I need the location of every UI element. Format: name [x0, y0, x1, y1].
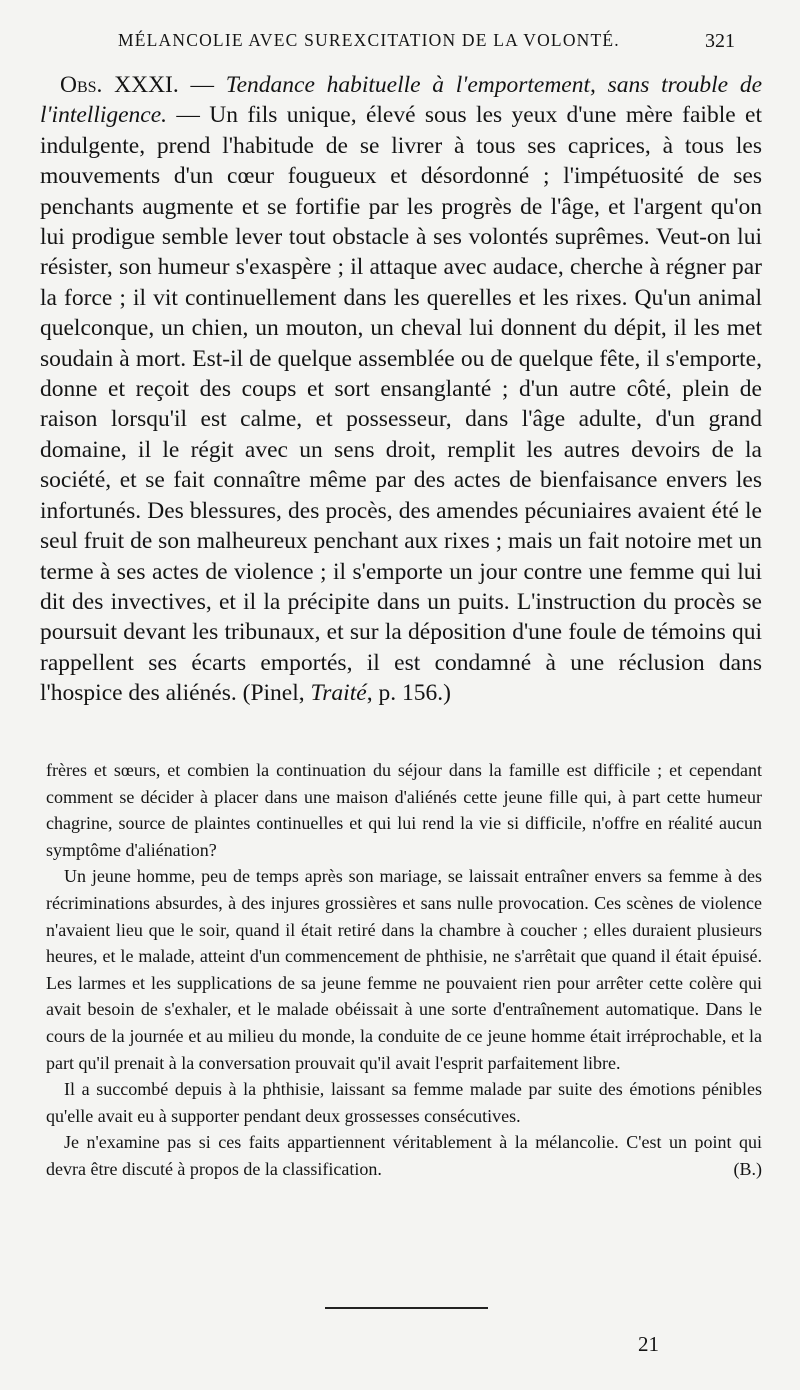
page-number: 321: [705, 30, 735, 52]
separator-rule: [325, 1307, 488, 1309]
final-note-text: Je n'examine pas si ces faits appartiennent véritablement à la mélancolie. C'est un point qui devra être discuté à propos de la classification.: [46, 1132, 762, 1179]
observation-paragraph: [40, 70, 762, 709]
note-signature: (B.): [733, 1158, 762, 1179]
note-paragraph-4: [46, 1129, 762, 1182]
observation-dash: —: [178, 72, 226, 98]
observation-title: Tendance habituelle à l'emportement, sans trouble de l'intelligence.: [40, 72, 763, 129]
observation-text-1: — Un fils unique, élevé sous les yeux d'une mère faible et indulgente, prend l'habitude de se livrer à tous ses caprices, à tous les mouvements d'un cœur fougueux et désordonné ; l'impétuosité de ses penchants augmente et se fortifie par les progrès de l'âge, et l'argent qu'on lui prodigue semble lever tout obstacle à ses volontés suprêmes. Veut-on lui résister, son humeur s'exaspère ; il attaque avec audace, cherche à régner par la force ; il vit continuellement dans les querelles et les rixes. Qu'un animal quelconque, un chien, un mouton, un cheval lui donnent du dépit, il les met soudain à mort. Est-il de quelque assemblée ou de quelque fête, il s'emporte, donne et reçoit des coups et sort ensanglanté ; d'un autre côté, plein de raison lorsqu'il est calme, et possesseur, dans l'âge adulte, d'un grand domaine, il le régit avec un sens droit, remplit les autres devoirs de la société, et se fait connaître même par des actes de bienfaisance envers les infortunés. Des blessures, des procès, des amendes pécuniaires avaient été le seul fruit de son malheureux penchant aux rixes ; mais un fait notoire met un terme à ses actes de violence ; il s'emporte un jour contre une femme qui lui dit des invectives, et il la précipite dans un puits. L'instruction du procès se poursuit devant les tribunaux, et sur la déposition d'une foule de témoins qui rappellent ses écarts emportés, il est condamné à une réclusion dans l'hospice des aliénés. (Pinel,: [40, 102, 762, 707]
citation-title: Traité: [310, 680, 367, 707]
note-paragraph-1: frères et sœurs, et combien la continuation du séjour dans la famille est difficile ; et cependant comment se décider à placer dans une maison d'aliénés cette jeune fille qui, à part cette humeur chagrine, source de plaintes continuelles et qui lui rend la vie si difficile, n'offre en réalité aucun symptôme d'aliénation?: [46, 760, 762, 860]
signature-number: 21: [638, 1332, 659, 1356]
note-paragraph-2: Un jeune homme, peu de temps après son mariage, se laissait entraîner envers sa femme à des récriminations absurdes, à des injures grossières et sans nulle provocation. Ces scènes de violence n'avaient lieu que le soir, quand il était retiré dans la chambre à coucher ; elles duraient plusieurs heures, et le malade, atteint d'un commencement de phthisie, ne s'arrêtait que quand il était épuisé. Les larmes et les supplications de sa jeune femme ne pouvaient rien pour arrêter cette colère qui avait besoin de s'exhaler, et le malade obéissait à une sorte d'entraînement automatique. Dans le cours de la journée et au milieu du monde, la conduite de ce jeune homme était irréprochable, et la part qu'il prenait à la conversation prouvait qu'il avait l'esprit parfaitement libre.: [46, 866, 762, 1073]
running-title: MÉLANCOLIE AVEC SUREXCITATION DE LA VOLONTÉ.: [118, 30, 620, 50]
note-paragraph-3: Il a succombé depuis à la phthisie, laissant sa femme malade par suite des émotions pénibles qu'elle avait eu à supporter pendant deux grossesses consécutives.: [46, 1079, 762, 1126]
observation-text-2: , p. 156.): [366, 680, 451, 707]
observation-label: Obs. XXXI.: [60, 72, 179, 98]
footnotes: [46, 757, 762, 1183]
